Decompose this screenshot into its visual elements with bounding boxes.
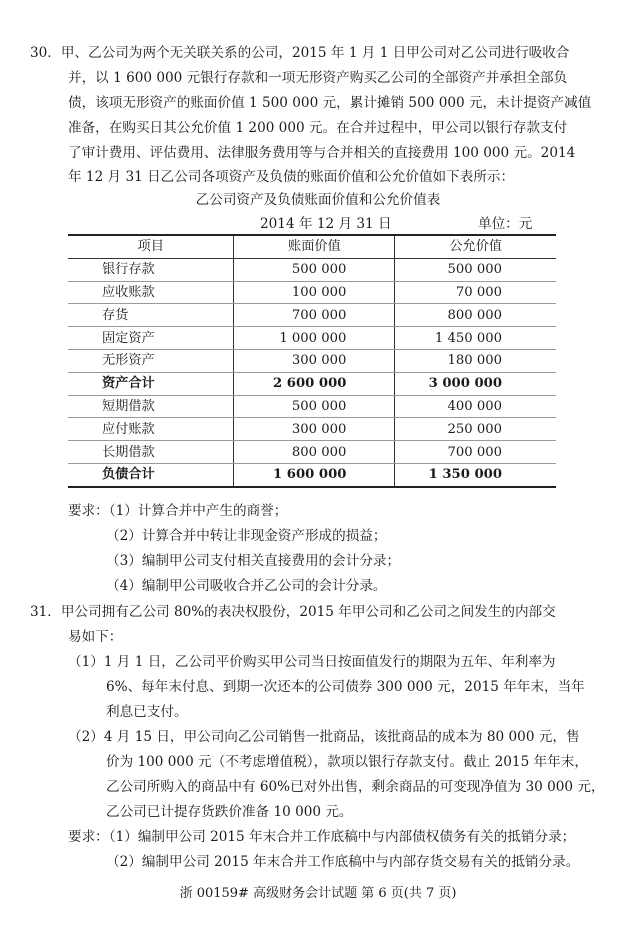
table-caption: 乙公司资产及负债账面价值和公允价值表 xyxy=(195,192,441,208)
row-book-value: 1 600 000 xyxy=(234,463,395,486)
q30-requirement-4: （4）编制甲公司吸收合并乙公司的会计分录。 xyxy=(106,578,387,594)
row-fair-value: 500 000 xyxy=(395,258,556,281)
table-row xyxy=(68,281,556,304)
row-book-value: 100 000 xyxy=(234,281,395,304)
q31-line-3: （1）1 月 1 日，乙公司平价购买甲公司当日按面值发行的期限为五年、年利率为 xyxy=(68,654,556,670)
row-book-value: 300 000 xyxy=(234,349,395,372)
row-item: 存货 xyxy=(68,304,234,327)
row-item: 固定资产 xyxy=(68,327,234,350)
row-item: 负债合计 xyxy=(68,463,234,486)
header-fair-value: 公允价值 xyxy=(395,235,556,258)
q31-line-4: 6%、每年末付息、到期一次还本的公司债券 300 000 元，2015 年年末，当年 xyxy=(106,679,585,695)
row-item: 无形资产 xyxy=(68,349,234,372)
table-row xyxy=(68,304,556,327)
row-fair-value: 250 000 xyxy=(395,418,556,441)
row-book-value: 500 000 xyxy=(234,258,395,281)
q30-requirement-1: 要求：（1）计算合并中产生的商誉； xyxy=(68,503,288,519)
q30-line-3: 债，该项无形资产的账面价值 1 500 000 元，累计摊销 500 000 元，未计提资产减值 xyxy=(68,95,592,111)
q30-requirement-2: （2）计算合并中转让非现金资产形成的损益； xyxy=(106,528,387,544)
row-fair-value: 70 000 xyxy=(395,281,556,304)
q30-line-4: 准备，在购买日其公允价值 1 200 000 元。在合并过程中，甲公司以银行存款支付 xyxy=(68,120,568,136)
table-row xyxy=(68,349,556,372)
row-book-value: 500 000 xyxy=(234,395,395,418)
q31-line-1: 31．甲公司拥有乙公司 80%的表决权股份，2015 年甲公司和乙公司之间发生的内部交 xyxy=(30,604,556,620)
table-unit: 单位：元 xyxy=(478,216,533,232)
row-book-value: 300 000 xyxy=(234,418,395,441)
page-footer: 浙 00159# 高级财务会计试题 第 6 页(共 7 页) xyxy=(179,886,457,901)
table-row xyxy=(68,327,556,350)
q31-line-8: 乙公司所购入的商品中有 60%已对外出售，剩余商品的可变现净值为 30 000 元， xyxy=(106,779,605,795)
table-row xyxy=(68,441,556,464)
row-fair-value: 400 000 xyxy=(395,395,556,418)
q31-requirement-1: 要求：（1）编制甲公司 2015 年末合并工作底稿中与内部债权债务有关的抵销分录； xyxy=(68,829,576,845)
row-book-value: 1 000 000 xyxy=(234,327,395,350)
q30-line-5: 了审计费用、评估费用、法律服务费用等与合并相关的直接费用 100 000 元。2014 xyxy=(68,145,576,161)
row-fair-value: 1 350 000 xyxy=(395,463,556,486)
row-item: 长期借款 xyxy=(68,441,234,464)
row-fair-value: 180 000 xyxy=(395,349,556,372)
table-row-total-assets xyxy=(68,372,556,395)
q31-line-9: 乙公司已计提存货跌价准备 10 000 元。 xyxy=(106,804,353,820)
balance-table xyxy=(68,234,556,488)
table-row xyxy=(68,258,556,281)
row-item: 资产合计 xyxy=(68,372,234,395)
row-book-value: 2 600 000 xyxy=(234,372,395,395)
row-fair-value: 700 000 xyxy=(395,441,556,464)
q30-requirement-3: （3）编制甲公司支付相关直接费用的会计分录； xyxy=(106,553,401,569)
header-item: 项目 xyxy=(68,235,234,258)
row-item: 短期借款 xyxy=(68,395,234,418)
row-book-value: 800 000 xyxy=(234,441,395,464)
q30-line-1: 30．甲、乙公司为两个无关联关系的公司，2015 年 1 月 1 日甲公司对乙公司进行吸收合 xyxy=(30,45,570,61)
row-book-value: 700 000 xyxy=(234,304,395,327)
q30-line-6: 年 12 月 31 日乙公司各项资产及负债的账面价值和公允价值如下表所示： xyxy=(68,169,515,185)
row-item: 银行存款 xyxy=(68,258,234,281)
row-fair-value: 3 000 000 xyxy=(395,372,556,395)
table-row xyxy=(68,418,556,441)
q31-line-5: 利息已支付。 xyxy=(106,704,188,720)
q31-line-6: （2）4 月 15 日，甲公司向乙公司销售一批商品，该批商品的成本为 80 000 元，售 xyxy=(68,729,580,745)
row-item: 应付账款 xyxy=(68,418,234,441)
row-item: 应收账款 xyxy=(68,281,234,304)
q30-line-2: 并，以 1 600 000 元银行存款和一项无形资产购买乙公司的全部资产并承担全部负 xyxy=(68,70,568,86)
row-fair-value: 1 450 000 xyxy=(395,327,556,350)
q31-line-2: 易如下： xyxy=(68,629,123,645)
q31-line-7: 价为 100 000 元（不考虑增值税），款项以银行存款支付。截止 2015 年年末， xyxy=(106,754,588,770)
row-fair-value: 800 000 xyxy=(395,304,556,327)
table-row xyxy=(68,395,556,418)
table-row-total-liabilities xyxy=(68,463,556,486)
table-header-row xyxy=(68,235,556,258)
q31-requirement-2: （2）编制甲公司 2015 年末合并工作底稿中与内部存货交易有关的抵销分录。 xyxy=(106,854,580,870)
header-book-value: 账面价值 xyxy=(234,235,395,258)
table-date: 2014 年 12 月 31 日 xyxy=(260,216,392,232)
